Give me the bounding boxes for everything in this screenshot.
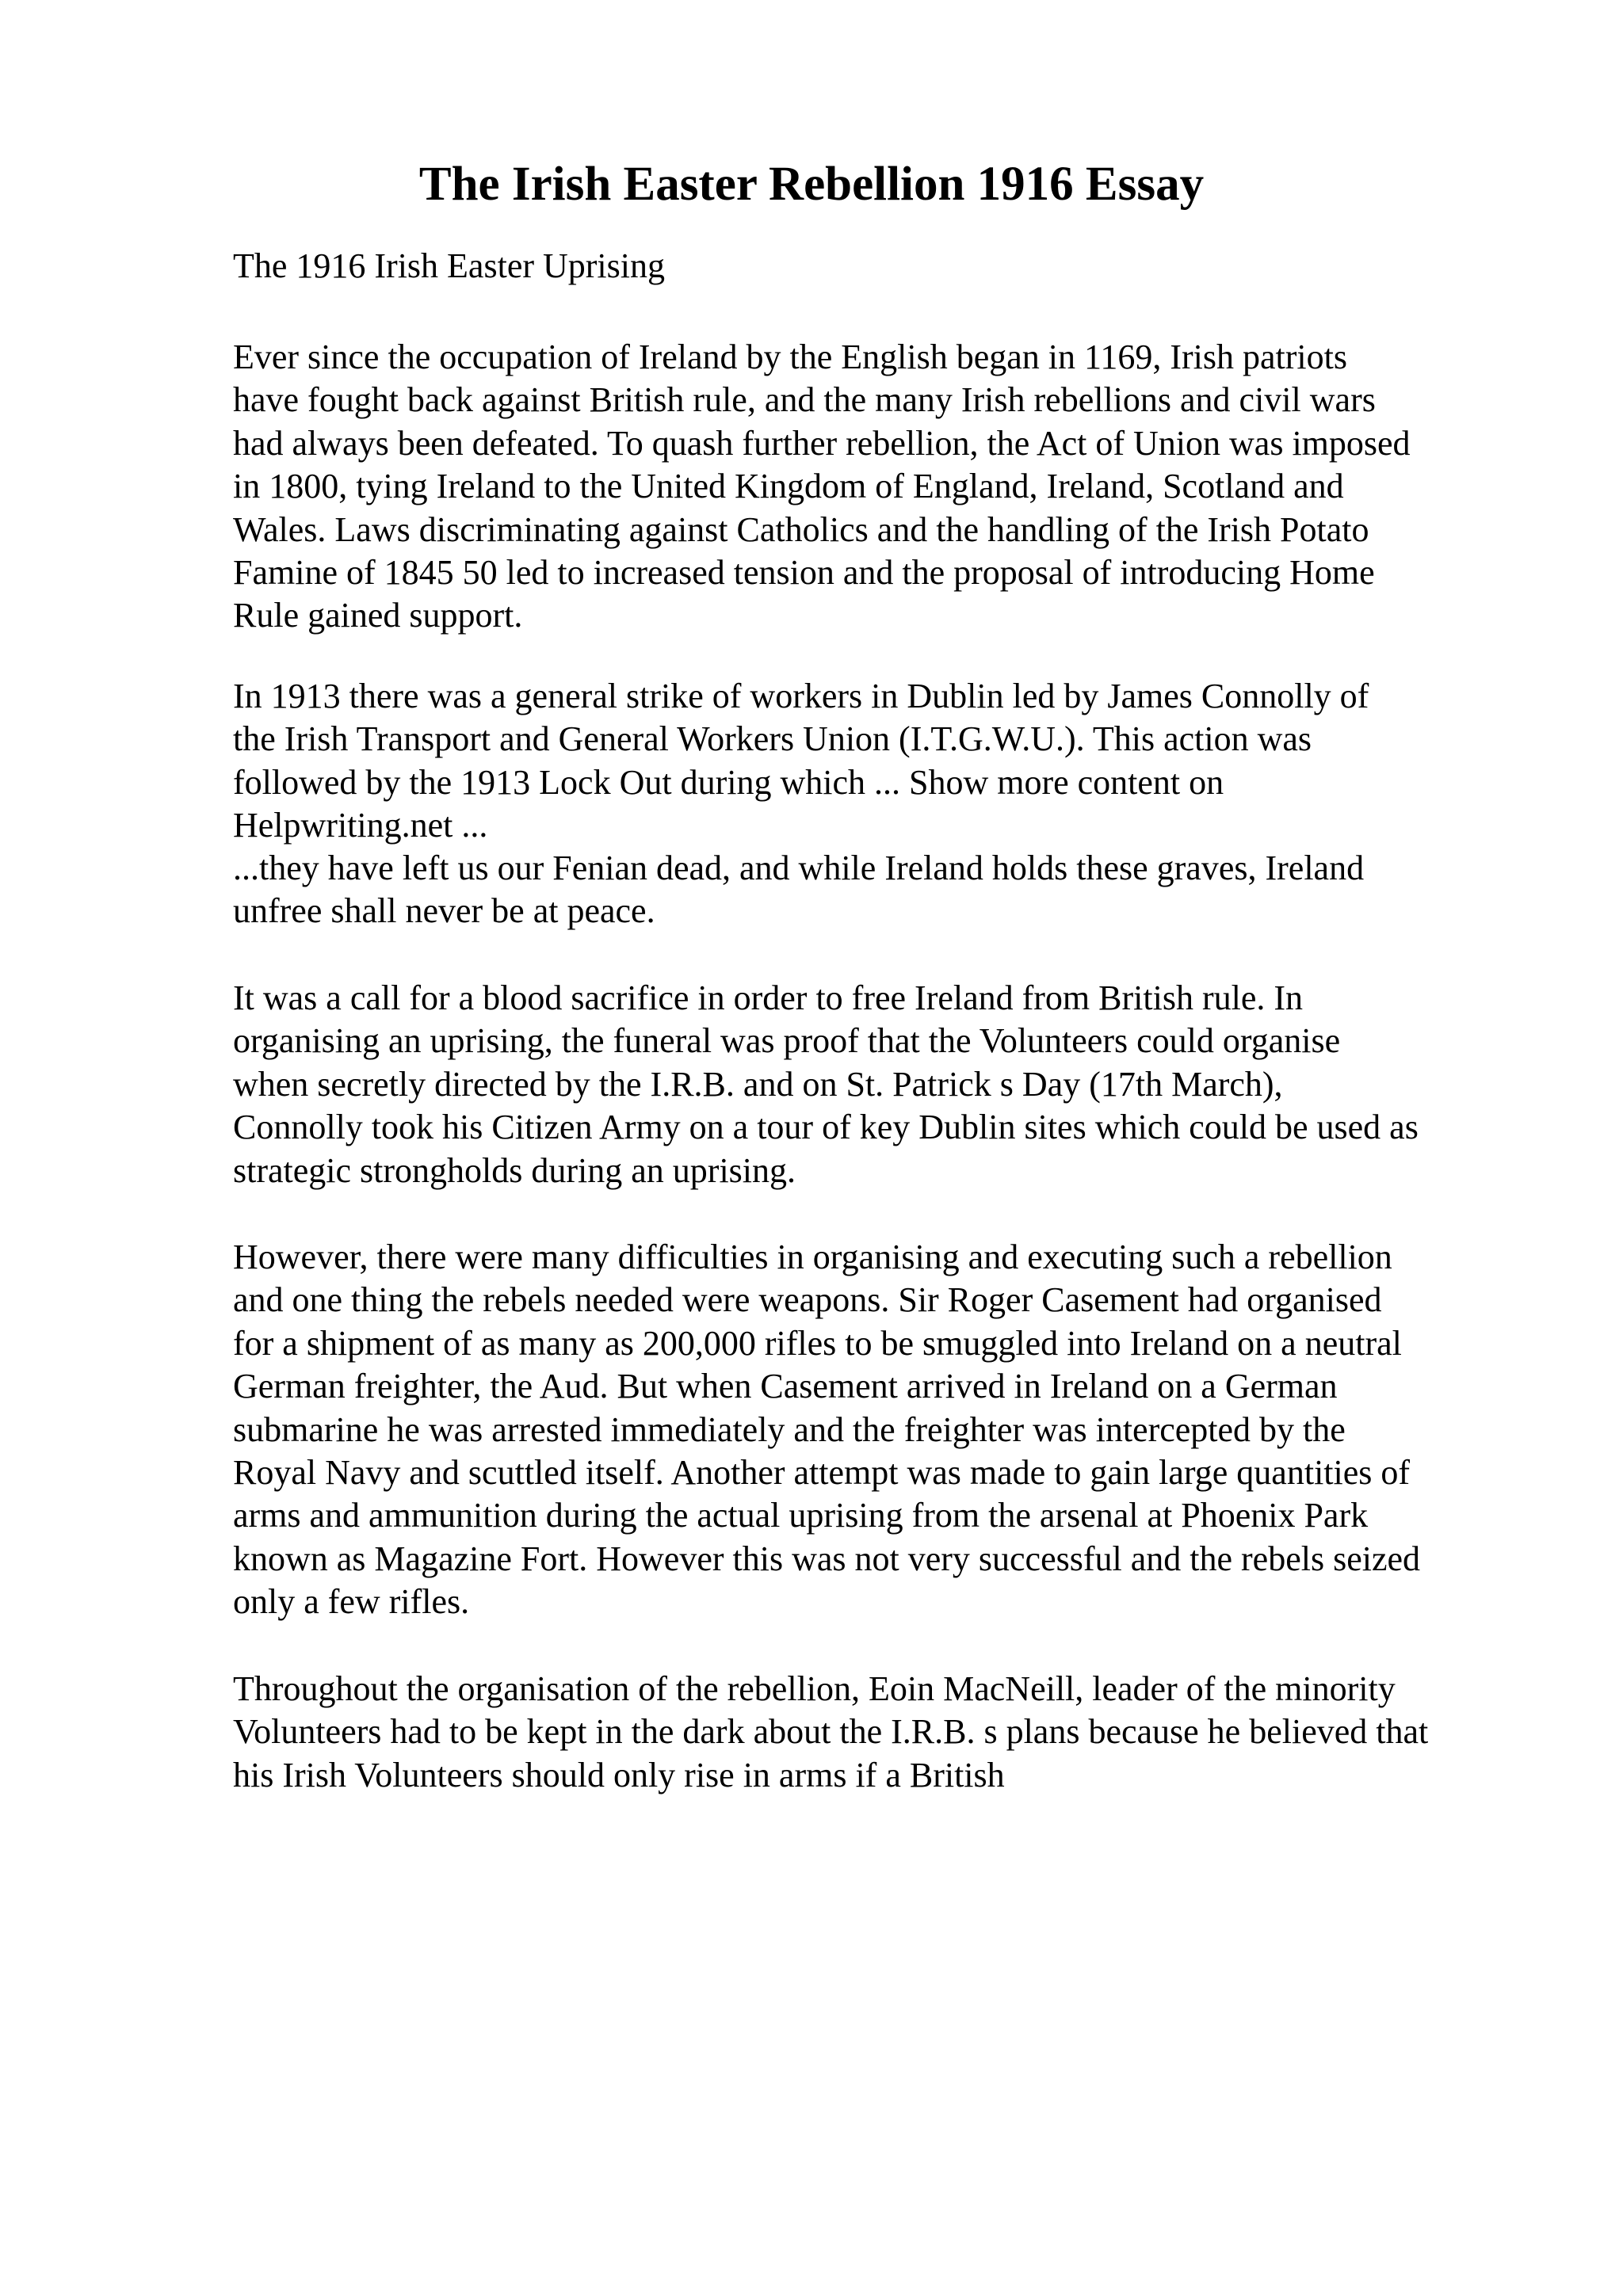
paragraph (233, 1236, 1420, 1624)
text-line: German freighter, the Aud. But when Casement arrived in Ireland on a German (233, 1367, 1338, 1406)
text-line: in 1800, tying Ireland to the United Kingdom of England, Ireland, Scotland and (233, 467, 1344, 506)
text-line: Volunteers had to be kept in the dark about the I.R.B. s plans because he believed that (233, 1712, 1429, 1752)
text-line: arms and ammunition during the actual uprising from the arsenal at Phoenix Park (233, 1496, 1369, 1535)
text-line: In 1913 there was a general strike of workers in Dublin led by James Connolly of (233, 677, 1369, 715)
document-title: The Irish Easter Rebellion 1916 Essay (418, 158, 1205, 211)
text-line: Throughout the organisation of the rebellion, Eoin MacNeill, leader of the minority (233, 1669, 1396, 1708)
text-line: had always been defeated. To quash further rebellion, the Act of Union was imposed (233, 423, 1411, 463)
paragraph (233, 336, 1411, 638)
text-line: It was a call for a blood sacrifice in order to free Ireland from British rule. In (233, 978, 1304, 1017)
text-line: have fought back against British rule, and the many Irish rebellions and civil wars (233, 380, 1376, 420)
paragraph (233, 1668, 1428, 1797)
text-line: Helpwriting.net ... (233, 806, 488, 845)
text-line: the Irish Transport and General Workers Union (I.T.G.W.U.). This action was (233, 719, 1312, 759)
text-line: Connolly took his Citizen Army on a tour of key Dublin sites which could be used as (233, 1108, 1419, 1147)
paragraph (233, 847, 1364, 933)
text-line: when secretly directed by the I.R.B. and on St. Patrick s Day (17th March), (233, 1064, 1283, 1104)
text-line: strategic strongholds during an uprising. (233, 1150, 796, 1190)
text-line: ...they have left us our Fenian dead, and while Ireland holds these graves, Ireland (233, 849, 1365, 887)
text-line: Royal Navy and scuttled itself. Another attempt was made to gain large quantities of (233, 1452, 1411, 1492)
text-line: followed by the 1913 Lock Out during which ... Show more content on (233, 762, 1224, 802)
text-line: only a few rifles. (233, 1582, 470, 1622)
text-line: However, there were many difficulties in organising and executing such a rebellion (233, 1238, 1392, 1276)
text-line: organising an uprising, the funeral was proof that the Volunteers could organise (233, 1021, 1341, 1061)
text-line: known as Magazine Fort. However this was not very successful and the rebels seized (233, 1539, 1421, 1578)
paragraph (233, 675, 1369, 848)
text-line: for a shipment of as many as 200,000 rifles to be smuggled into Ireland on a neutral (233, 1323, 1402, 1363)
text-line: Rule gained support. (233, 596, 523, 635)
text-line: Wales. Laws discriminating against Catholics and the handling of the Irish Potato (233, 509, 1369, 549)
text-line: Ever since the occupation of Ireland by the English began in 1169, Irish patriots (233, 338, 1347, 376)
text-line: Famine of 1845 50 led to increased tension and the proposal of introducing Home (233, 552, 1375, 592)
document-subtitle: The 1916 Irish Easter Uprising (233, 246, 665, 285)
paragraph (233, 977, 1419, 1192)
text-line: unfree shall never be at peace. (233, 891, 655, 931)
text-line: and one thing the rebels needed were weapons. Sir Roger Casement had organised (233, 1280, 1382, 1320)
text-line: his Irish Volunteers should only rise in arms if a British (233, 1755, 1005, 1794)
text-line: submarine he was arrested immediately and the freighter was intercepted by the (233, 1409, 1346, 1449)
